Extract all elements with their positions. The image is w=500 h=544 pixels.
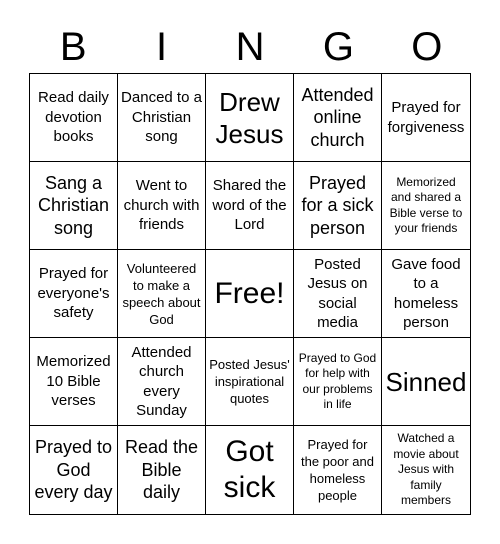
cell-text: Drew Jesus	[215, 86, 284, 149]
cell-text: Prayed for the poor and homeless people	[300, 437, 374, 503]
header-letter-n: N	[235, 25, 265, 69]
bingo-cell-r4c3[interactable]	[206, 338, 294, 426]
bingo-cell-r2c4[interactable]	[294, 162, 382, 250]
bingo-cell-r2c3[interactable]	[206, 162, 294, 250]
bingo-cell-r4c5[interactable]	[382, 338, 470, 426]
bingo-cell-r5c1[interactable]	[30, 426, 118, 514]
bingo-cell-r3c3[interactable]	[206, 250, 294, 338]
cell-text: Shared the word of the Lord	[212, 177, 287, 234]
cell-text: Sinned	[385, 366, 467, 397]
cell-text: Prayed for a sick person	[301, 172, 374, 238]
bingo-cell-r4c1[interactable]	[30, 338, 118, 426]
bingo-board	[29, 73, 471, 515]
bingo-cell-r4c2[interactable]	[118, 338, 206, 426]
free-space-text: Free!	[214, 276, 285, 310]
cell-text: Read the Bible daily	[124, 437, 199, 503]
bingo-cell-r1c5[interactable]	[382, 74, 470, 162]
cell-text: Posted Jesus' inspirational quotes	[209, 357, 290, 406]
cell-text: Posted Jesus on social media	[307, 255, 368, 331]
cell-text: Prayed to God for help with our problems in life	[298, 350, 377, 411]
cell-text: Went to church with friends	[123, 177, 200, 234]
bingo-cell-r5c4[interactable]	[294, 426, 382, 514]
cell-text: Memorized and shared a Bible verse to your friends	[389, 174, 463, 235]
bingo-cell-r3c5[interactable]	[382, 250, 470, 338]
bingo-cell-r1c3[interactable]	[206, 74, 294, 162]
cell-text: Read daily devotion books	[38, 89, 109, 146]
bingo-cell-r5c3[interactable]	[206, 426, 294, 514]
bingo-cell-r3c4[interactable]	[294, 250, 382, 338]
bingo-cell-r1c4[interactable]	[294, 74, 382, 162]
bingo-cell-r4c4[interactable]	[294, 338, 382, 426]
cell-text: Prayed for forgiveness	[387, 99, 465, 136]
bingo-cell-r5c5[interactable]	[382, 426, 470, 514]
bingo-cell-r1c1[interactable]	[30, 74, 118, 162]
cell-text: Volunteered to make a speech about God	[122, 260, 201, 327]
header-letter-g: G	[322, 25, 354, 69]
cell-text: Sang a Christian song	[37, 172, 110, 238]
header-letter-o: O	[411, 25, 443, 69]
bingo-cell-r1c2[interactable]	[118, 74, 206, 162]
cell-text: Danced to a Christian song	[121, 89, 202, 146]
cell-text: Got sick	[223, 435, 276, 504]
bingo-cell-r2c1[interactable]	[30, 162, 118, 250]
cell-text: Attended online church	[301, 84, 374, 150]
bingo-cell-r3c1[interactable]	[30, 250, 118, 338]
header-letter-b: B	[59, 25, 87, 69]
cell-text: Prayed to God every day	[34, 437, 113, 503]
cell-text: Gave food to a homeless person	[391, 255, 461, 331]
cell-text: Watched a movie about Jesus with family members	[393, 431, 459, 508]
bingo-cell-r2c5[interactable]	[382, 162, 470, 250]
cell-text: Prayed for everyone's safety	[37, 265, 110, 322]
cell-text: Memorized 10 Bible verses	[36, 353, 111, 410]
header-letter-i: I	[156, 25, 168, 69]
bingo-header	[29, 20, 471, 74]
bingo-cell-r5c2[interactable]	[118, 426, 206, 514]
cell-text: Attended church every Sunday	[131, 343, 192, 419]
bingo-cell-r2c2[interactable]	[118, 162, 206, 250]
bingo-cell-r3c2[interactable]	[118, 250, 206, 338]
